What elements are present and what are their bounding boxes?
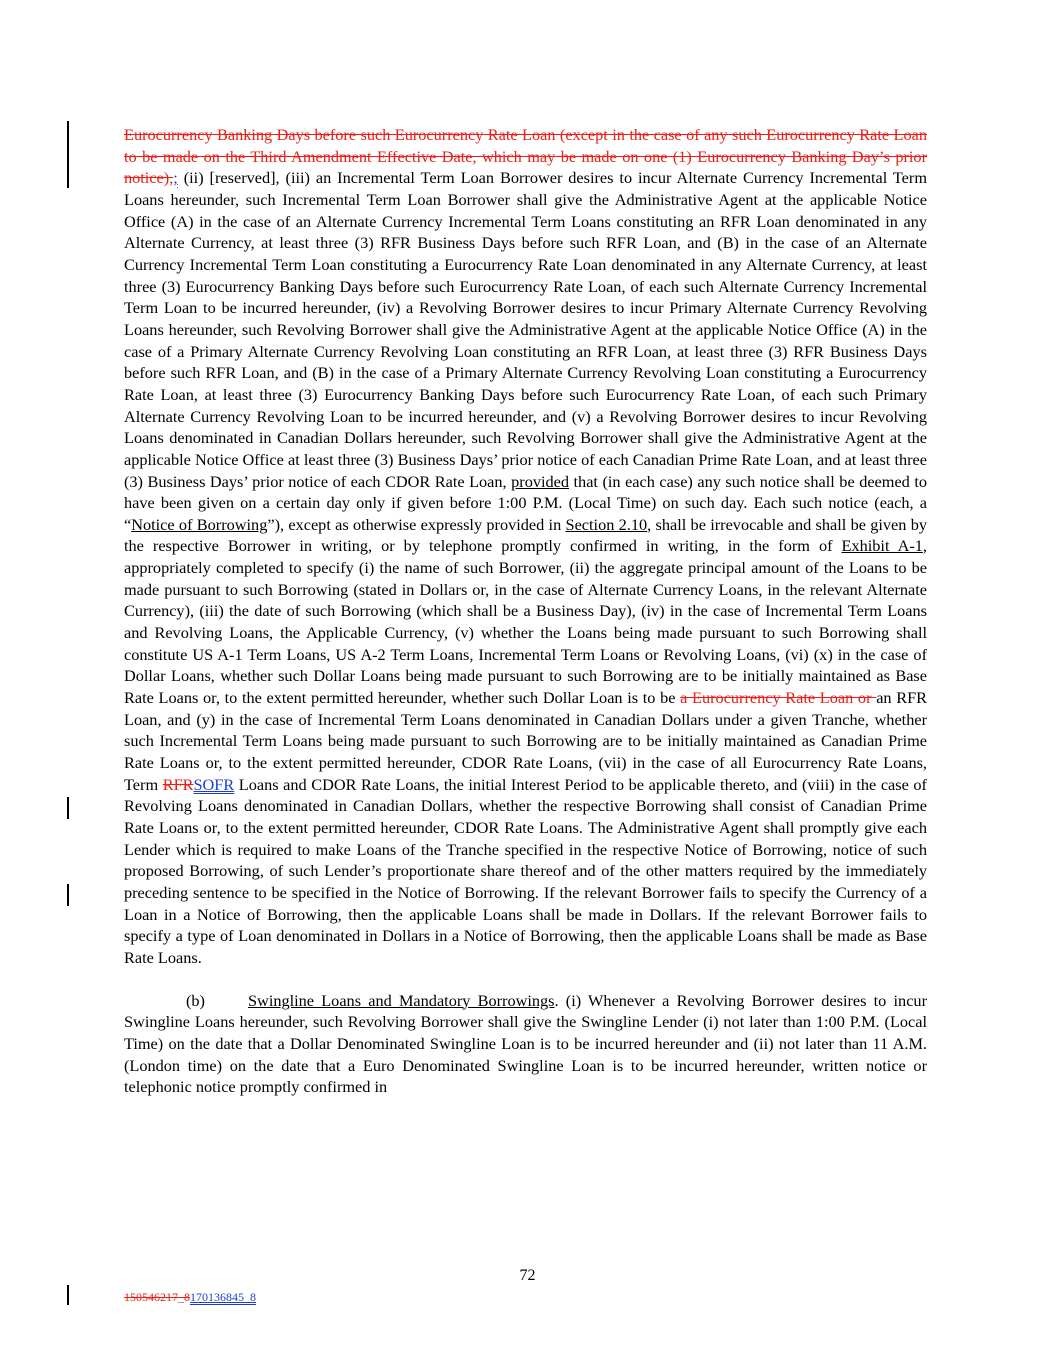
inserted-text: SOFR <box>193 774 235 794</box>
body-text: ”), except as otherwise expressly provided in <box>267 514 566 534</box>
document-body <box>124 124 927 1098</box>
body-text: , appropriately completed to specify (i) the name of such Borrower, (ii) the aggregate principal amount of the Loans to be made pursuant to such Borrowing (stated in Dollars or, in the case of Alternate Currency Loans, in the relevant Alternate Currency), (iii) the date of such Borrowing (which shall be a Business Day), (iv) in the case of Incremental Term Loans and Revolving Loans, the Applicable Currency, (v) whether the Loans being made pursuant to such Borrowing shall constitute US A-1 Term Loans, US A-2 Term Loans, Incremental Term Loans or Revolving Loans, (vi) (x) in the case of Dollar Loans, whether such Dollar Loans being made pursuant to such Borrowing are to be initially maintained as Base Rate Loans or, to the extent permitted hereunder, whether such Dollar Loan is to be <box>124 536 927 708</box>
deleted-text: Eurocurrency Banking Days before such Eurocurrency Rate Loan (except in the case of any such Eurocurrency Rate Loan to be made on the Third Amendment Effective Date, which may be made on one (1) Eurocurrency Banking Day’s prior notice), <box>124 125 927 188</box>
paragraph-label: (b) <box>186 990 205 1010</box>
body-text: an RFR Loan, and (y) in the case of Incremental Term Loans denominated in Canadian Dollars under a given Tranche, whether such Incremental Term Loans being made pursuant to such Borrowing are to be initially maintained as Canadian Prime Rate Loans or, to the extent permitted hereunder, CDOR Rate Loans, (vii) in the case of all Eurocurrency Rate Loans, Term <box>124 688 928 794</box>
body-text: that (in each case) any such notice shall be deemed to have been given on a certain day only if given before 1:00 P.M. (Local Time) on such day. Each such notice (each, a “ <box>124 471 927 534</box>
page-number: 72 <box>519 1267 536 1284</box>
body-text: . (i) Whenever a Revolving Borrower desires to incur Swingline Loans hereunder, such Revolving Borrower shall give the Swingline Lender (i) not later than 1:00 P.M. (Local Time) on the date that a Dollar Denominated Swingline Loan is to be incurred hereunder and (ii) not later than 11 A.M. (London time) on the date that a Euro Denominated Swingline Loan is to be incurred hereunder, written notice or telephonic notice promptly confirmed in <box>124 990 927 1097</box>
deleted-doc-id: 150546217_8 <box>124 1290 190 1304</box>
body-text: Loans and CDOR Rate Loans, the initial Interest Period to be applicable thereto, and (viii) in the case of Revolving Loans denominated in Canadian Dollars, whether the respective Borrowing shall consist of Canadian Prime Rate Loans or, to the extent permitted hereunder, CDOR Rate Loans. The Administrative Agent shall promptly give each Lender which is required to make Loans of the Tranche specified in the respective Notice of Borrowing, notice of such proposed Borrowing, of such Lender’s proportionate share thereof and of the other matters required by the immediately preceding sentence to be specified in the Notice of Borrowing. If the relevant Borrower fails to specify the Currency of a Loan in a Notice of Borrowing, then the applicable Loans shall be made in Dollars. If the relevant Borrower fails to specify a type of Loan denominated in Dollars in a Notice of Borrowing, then the applicable Loans shall be made as Base Rate Loans. <box>124 774 927 967</box>
deleted-text: a Eurocurrency Rate Loan or <box>680 688 877 708</box>
deleted-text: RFR <box>162 774 194 794</box>
notice-of-borrowing-term: Notice of Borrowing <box>131 514 268 534</box>
change-bar <box>67 121 69 188</box>
provided-term: provided <box>511 471 570 491</box>
change-bar <box>67 884 69 906</box>
inserted-doc-id: 170136845_8 <box>190 1290 256 1304</box>
paragraph-heading: Swingline Loans and Mandatory Borrowings <box>248 990 555 1010</box>
paragraph-b <box>124 990 927 1098</box>
change-bar <box>67 797 69 819</box>
inserted-text: ; <box>173 168 178 188</box>
body-text: , shall be irrevocable and shall be given by the respective Borrower in writing, or by telephone promptly confirmed in writing, in the form of <box>124 514 927 556</box>
section-reference: Section 2.10 <box>565 514 648 534</box>
document-id <box>124 1290 256 1305</box>
paragraph-a <box>124 124 927 969</box>
change-bar <box>67 1285 69 1305</box>
body-text: (ii) [reserved], (iii) an Incremental Term Loan Borrower desires to incur Alternate Currency Incremental Term Loans hereunder, such Incremental Term Loan Borrower shall give the Administrative Agent at the applicable Notice Office (A) in the case of an Alternate Currency Incremental Term Loans constituting an RFR Loan denominated in any Alternate Currency, at least three (3) RFR Business Days before such RFR Loan, and (B) in the case of an Alternate Currency Incremental Term Loan constituting a Eurocurrency Rate Loan denominated in any Alternate Currency, at least three (3) Eurocurrency Banking Days before such Eurocurrency Rate Loan, of each such Alternate Currency Incremental Term Loan to be incurred hereunder, (iv) a Revolving Borrower desires to incur Primary Alternate Currency Revolving Loans hereunder, such Revolving Borrower shall give the Administrative Agent at the applicable Notice Office (A) in the case of a Primary Alternate Currency Revolving Loan constituting an RFR Loan, at least three (3) RFR Business Days before such RFR Loan, and (B) in the case of a Primary Alternate Currency Revolving Loan constituting a Eurocurrency Rate Loan, at least three (3) Eurocurrency Banking Days before such Eurocurrency Rate Loan, of each such Primary Alternate Currency Revolving Loan to be incurred hereunder, and (v) a Revolving Borrower desires to incur Revolving Loans denominated in Canadian Dollars hereunder, such Revolving Borrower shall give the Administrative Agent at the applicable Notice Office at least three (3) Business Days’ prior notice of each Canadian Prime Rate Loan, and at least three (3) Business Days’ prior notice of each CDOR Rate Loan, <box>124 168 927 491</box>
exhibit-reference: Exhibit A-1 <box>841 536 923 556</box>
